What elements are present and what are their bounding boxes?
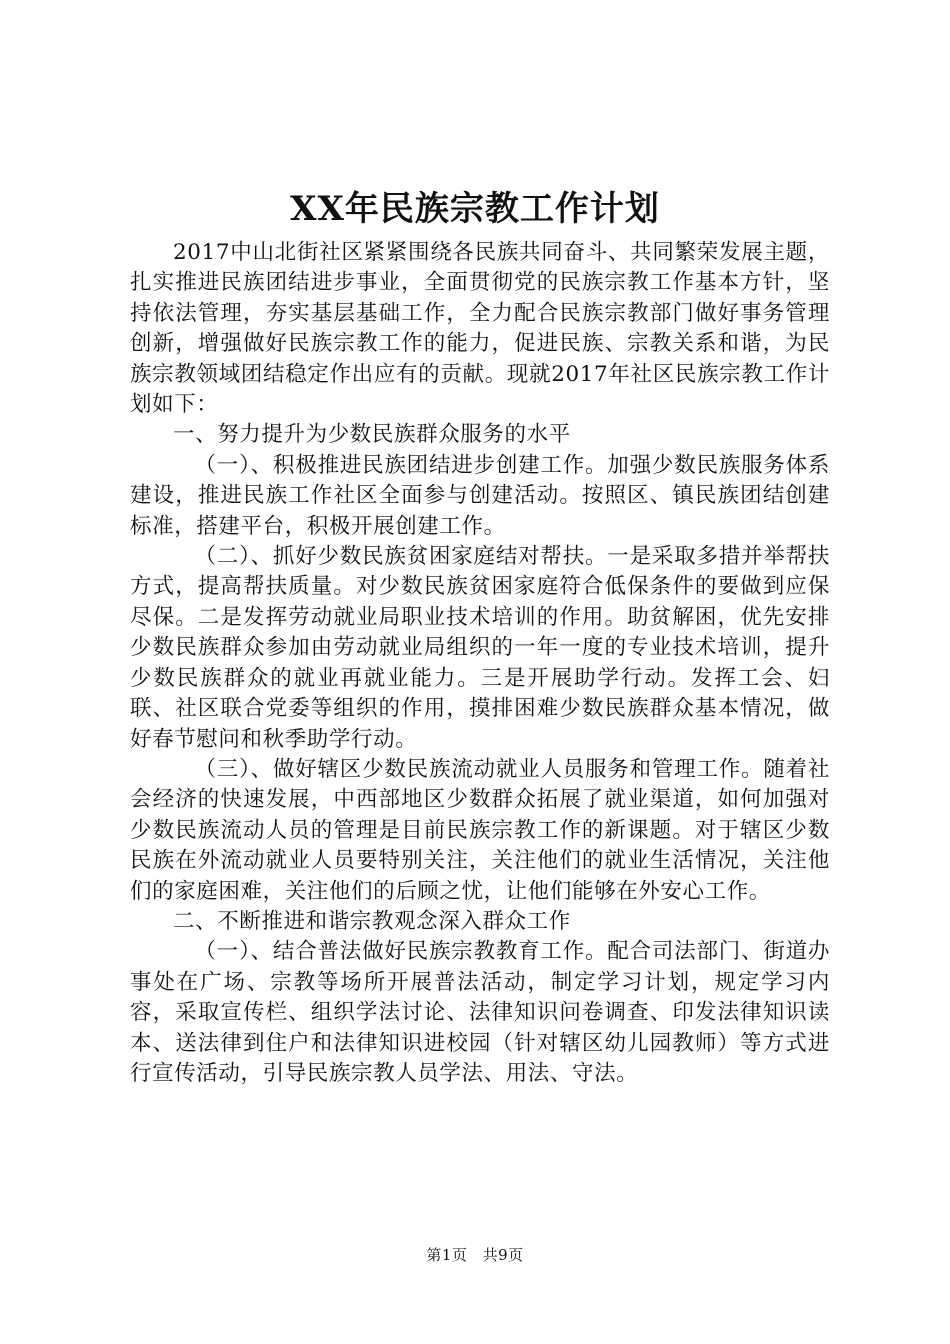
subsection-paragraph: （三）、做好辖区少数民族流动就业人员服务和管理工作。随着社会经济的快速发展，中西部地区少数群众拓展了就业渠道，如何加强对少数民族流动人员的管理是目前民族宗教工作的新课题。对于辖区少数民族在外流动就业人员要特别关注，关注他们的就业生活情况，关注他们的家庭困难，关注他们的后顾之忧，让他们能够在外安心工作。 xyxy=(130,756,830,904)
intro-paragraph: 2017中山北街社区紧紧围绕各民族共同奋斗、共同繁荣发展主题，扎实推进民族团结进步事业，全面贯彻党的民族宗教工作基本方针，坚持依法管理，夯实基层基础工作，全力配合民族宗教部门做好事务管理创新，增强做好民族宗教工作的能力，促进民族、宗教关系和谐，为民族宗教领域团结稳定作出应有的贡献。现就2017年社区民族宗教工作计划如下： xyxy=(130,240,830,418)
section-heading-2: 二、不断推进和谐宗教观念深入群众工作 xyxy=(173,908,571,934)
section-heading-1: 一、努力提升为少数民族群众服务的水平 xyxy=(173,422,571,448)
page-footer xyxy=(0,1245,950,1265)
subsection-paragraph: （二）、抓好少数民族贫困家庭结对帮扶。一是采取多措并举帮扶方式，提高帮扶质量。对少数民族贫困家庭符合低保条件的要做到应保尽保。二是发挥劳动就业局职业技术培训的作用。助贫解困，优先安排少数民族群众参加由劳动就业局组织的一年一度的专业技术培训，提升少数民族群众的就业再就业能力。三是开展助学行动。发挥工会、妇联、社区联合党委等组织的作用，摸排困难少数民族群众基本情况，做好春节慰问和秋季助学行动。 xyxy=(130,544,830,752)
subsection-paragraph: （一）、结合普法做好民族宗教教育工作。配合司法部门、街道办事处在广场、宗教等场所开展普法活动，制定学习计划，规定学习内容，采取宣传栏、组织学法讨论、法律知识问卷调查、印发法律知识读本、送法律到住户和法律知识进校园（针对辖区幼儿园教师）等方式进行宣传活动，引导民族宗教人员学法、用法、守法。 xyxy=(130,939,830,1086)
document-body xyxy=(130,238,830,1089)
subsection-paragraph: （一）、积极推进民族团结进步创建工作。加强少数民族服务体系建设，推进民族工作社区全面参与创建活动。按照区、镇民族团结创建标准，搭建平台，积极开展创建工作。 xyxy=(130,452,830,539)
document-title: XX年民族宗教工作计划 xyxy=(290,189,660,229)
page-total: 共9页 xyxy=(482,1246,524,1264)
page-number: 第1页 xyxy=(426,1246,468,1264)
